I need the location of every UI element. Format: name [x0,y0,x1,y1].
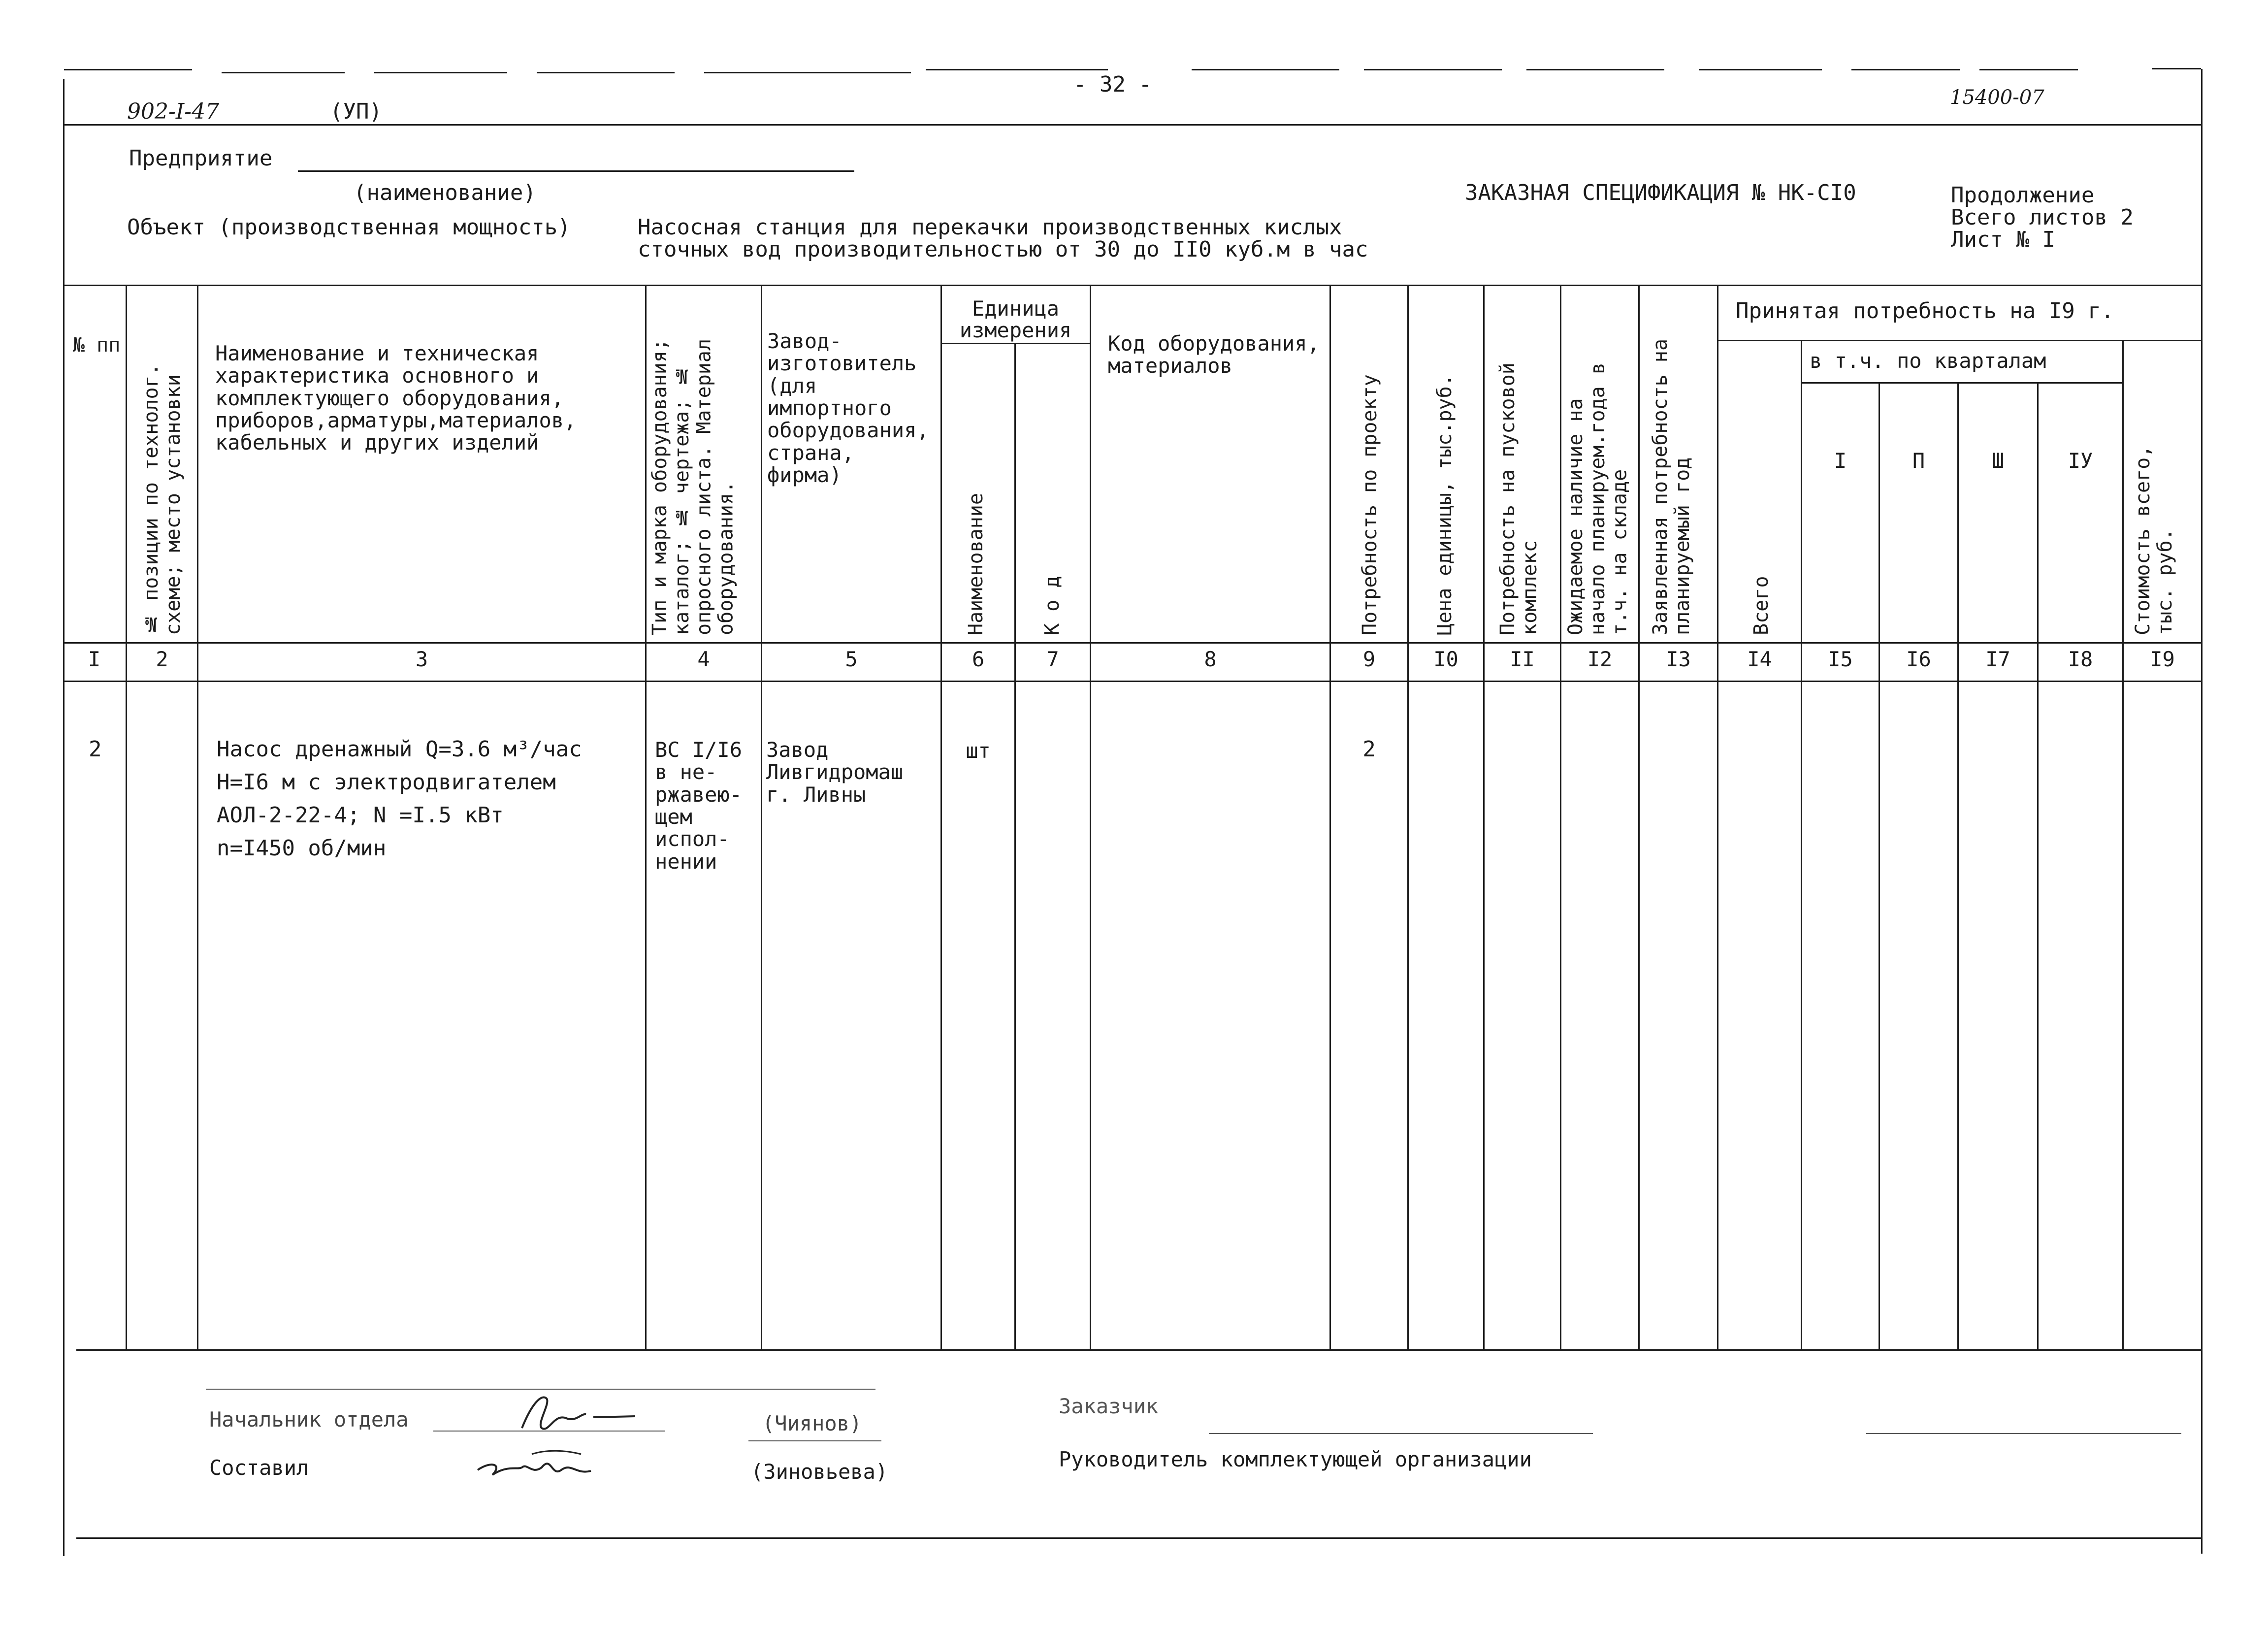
total-sheets: Всего листов 2 [1951,205,2134,230]
colnum-3: 3 [415,647,428,671]
q4-header: IУ [2068,449,2093,473]
q3-header: Ш [1991,449,2005,473]
col-line-1 [126,285,127,1349]
body-bottom [76,1349,2203,1351]
col14-header: Всего [1750,576,1773,635]
numbers-bottom [63,681,2203,682]
col-line-3 [645,285,647,1349]
colnum-13: I3 [1666,647,1691,671]
compiled-name: (Зиновьева) [751,1460,888,1484]
item-need: 2 [1362,737,1376,762]
colnum-10: I0 [1433,647,1458,671]
col12-header: Ожидаемое наличие на начало планируем.года в т.ч. на складе [1564,362,1631,635]
continuation: Продолжение [1951,183,2095,208]
q1-header: I [1834,449,1847,473]
sig-rule-3 [748,1440,881,1441]
object-value-line1: Насосная станция для перекачки производственных кислых [638,215,1342,240]
table-top [63,285,2203,286]
col1-header: № пп [73,334,121,357]
frame-top-header [63,124,2203,126]
col-line-17 [2037,382,2039,1349]
colnum-1: I [88,647,101,671]
col-line-7 [1090,285,1091,1349]
head-name: (Чиянов) [762,1411,862,1435]
colnum-7: 7 [1046,647,1059,671]
col-line-11 [1560,285,1561,1349]
frame-right [2201,69,2203,1554]
col11-header: Потребность на пусковой комплекс [1496,362,1541,635]
colnum-2: 2 [156,647,168,671]
frame-left [63,79,65,1556]
accepted-group-header: Принятая потребность на I9 г. [1736,298,2114,324]
colnum-19: I9 [2150,647,2175,671]
col-line-18 [2122,340,2124,1349]
col-line-6 [1014,343,1016,1349]
quarters-group-line [1801,382,2122,384]
archive-code: 15400-07 [1950,86,2044,109]
col8-header: Код оборудования, материалов [1108,331,1320,378]
col2-header: № позиции по технолог. схеме; место установки [140,363,185,635]
col-line-2 [197,285,198,1349]
sheet-number: Лист № I [1951,227,2055,252]
colnum-5: 5 [845,647,858,671]
col7-header: К о д [1041,576,1064,635]
item-name-line1: Насос дренажный Q=3.6 м³/час [217,737,582,762]
item-type: ВС I/I6 в не- ржавею- щем испол- нении [655,738,743,874]
col3-header: Наименование и техническая характеристика основного и комплектующего оборудования, приборов,арматуры,материалов, кабельных и других изделий [215,341,577,455]
col13-header: Заявленная потребность на планируемый год [1649,338,1694,635]
enterprise-underline [298,170,854,172]
colnum-16: I6 [1906,647,1931,671]
accepted-group-line [1717,340,2203,341]
head-signature [507,1384,665,1438]
col-line-4 [761,285,762,1349]
customer-label: Заказчик [1059,1394,1159,1418]
head-label: Начальник отдела [209,1407,409,1432]
colnum-12: I2 [1587,647,1613,671]
compiled-signature [473,1440,630,1495]
object-value-line2: сточных вод производительностью от 30 до II0 куб.м в час [638,237,1368,262]
doc-code: 902-I-47 [127,99,220,124]
item-name-line4: n=I450 об/мин [217,836,387,861]
colnum-17: I7 [1985,647,2010,671]
col-line-14 [1801,340,1802,1349]
item-name-line3: АОЛ-2-22-4; N =I.5 кВт [217,803,504,828]
compiled-label: Составил [209,1456,309,1480]
enterprise-label: Предприятие [129,146,273,171]
page-number: - 32 - [1073,72,1152,97]
col9-header: Потребность по проекту [1359,374,1381,635]
item-name-line2: Н=I6 м с электродвигателем [217,770,556,795]
item-unit: шт [966,739,991,763]
colnum-15: I5 [1828,647,1853,671]
colnum-14: I4 [1747,647,1772,671]
colnum-9: 9 [1362,647,1376,671]
col-line-12 [1638,285,1640,1349]
doc-suffix: (УП) [330,99,382,124]
colnum-8: 8 [1204,647,1217,671]
col-line-5 [940,285,942,1349]
col-line-16 [1957,382,1959,1349]
right-rule [1866,1433,2181,1434]
colnum-6: 6 [972,647,985,671]
customer-rule [1209,1433,1593,1434]
col10-header: Цена единицы, тыс.руб. [1433,374,1456,635]
row-number: 2 [89,737,102,762]
col4-header: Тип и марка оборудования; каталог; № чертежа; № опросного листа. Материал оборудования. [648,338,738,635]
spec-title: ЗАКАЗНАЯ СПЕЦИФИКАЦИЯ № НК-СI0 [1465,180,1856,205]
header-bottom [63,642,2203,644]
quarters-group-header: в т.ч. по кварталам [1810,349,2046,373]
colnum-4: 4 [697,647,710,671]
colnum-18: I8 [2068,647,2093,671]
col5-header: Завод-изготовитель (для импортного оборудования, страна, фирма) [767,329,929,488]
col-line-15 [1879,382,1880,1349]
col-line-13 [1717,285,1718,1349]
frame-bottom [76,1537,2203,1539]
col-line-10 [1483,285,1485,1349]
col6-header: Наименование [965,493,987,635]
object-label: Объект (производственная мощность) [127,215,571,240]
unit-group-header: Единица измерения [959,296,1072,343]
col19-header: Стоимость всего, тыс. руб. [2132,445,2176,635]
q2-header: П [1912,449,1925,473]
supplier-label: Руководитель комплектующей организации [1059,1447,1532,1471]
col-line-9 [1407,285,1409,1349]
col-line-8 [1329,285,1331,1349]
item-factory: Завод Ливгидромаш г. Ливны [766,738,904,807]
colnum-11: II [1510,647,1535,671]
enterprise-caption: (наименование) [354,180,536,205]
